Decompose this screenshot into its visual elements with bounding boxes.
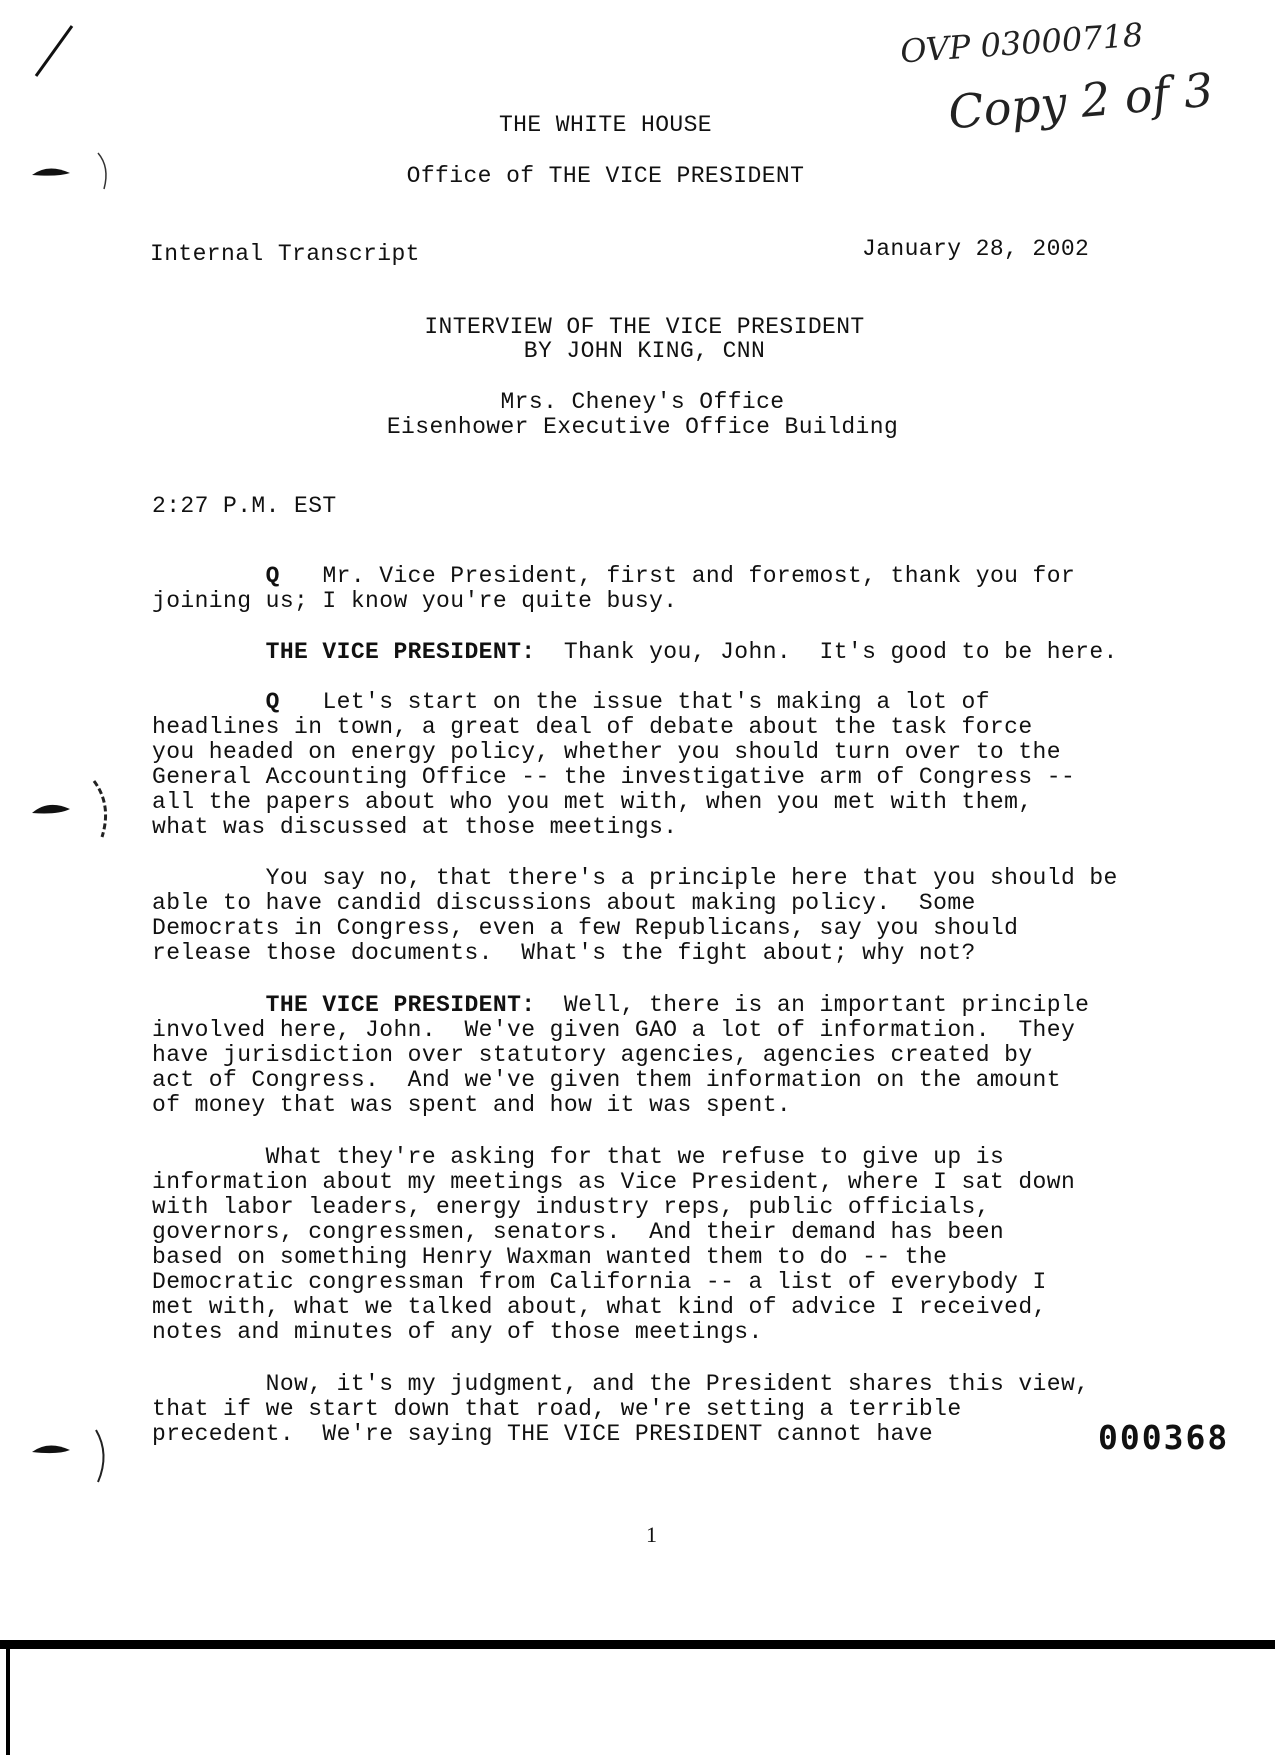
question-paragraph	[152, 564, 1152, 614]
paragraph-text: Mr. Vice President, first and foremost, thank you for joining us; I know you're quite busy.	[152, 563, 1076, 614]
location-line1: Mrs. Cheney's Office	[500, 389, 785, 415]
question-continuation-paragraph: You say no, that there's a principle here that you should be able to have candid discussions about making policy. Some Democrats in Congress, even a few Republicans, say you should release those documents. What's the fight about; why not?	[152, 865, 1118, 966]
speaker-label-vice-president: THE VICE PRESIDENT:	[265, 639, 536, 665]
paragraph-text: Well, there is an important principle involved here, John. We've given GAO a lot of information. They have jurisdiction over statutory agencies, agencies created by act of Congress. And we've given them information on the amount of money that was spent and how it was spent.	[152, 992, 1090, 1118]
paragraph-text: Thank you, John. It's good to be here.	[563, 639, 1118, 665]
document-type: Internal Transcript	[150, 241, 420, 267]
answer-paragraph	[152, 640, 1152, 665]
scan-edge-left	[6, 1640, 10, 1755]
header-office: Office of THE VICE PRESIDENT	[406, 163, 805, 189]
speaker-label-q: Q	[265, 563, 280, 589]
hole-punch-mark-middle	[28, 775, 118, 845]
interview-title-line1: INTERVIEW OF THE VICE PRESIDENT	[424, 314, 865, 340]
speaker-label-q: Q	[265, 689, 280, 715]
speaker-label-vice-president: THE VICE PRESIDENT:	[265, 992, 536, 1018]
scan-edge-bar	[0, 1640, 1275, 1649]
interview-title-line2: BY JOHN KING, CNN	[523, 338, 766, 364]
page-number: 1	[646, 1522, 657, 1547]
interview-time: 2:27 P.M. EST	[152, 493, 337, 519]
bates-number-stamp: 000368	[1098, 1418, 1230, 1457]
answer-paragraph	[152, 993, 1152, 1118]
handwritten-document-id: OVP 03000718	[898, 15, 1145, 71]
location-line2: Eisenhower Executive Office Building	[386, 414, 899, 440]
paragraph-text: Let's start on the issue that's making a lot of headlines in town, a great deal of debate about the task force you headed on energy policy, whether you should turn over to the General Accounting Office -- the investigative arm of Congress -- all the papers about who you met with, when you met with them, what was discussed at those meetings.	[152, 689, 1076, 840]
document-date: January 28, 2002	[862, 236, 1090, 262]
answer-continuation-paragraph: What they're asking for that we refuse to give up is information about my meetings as Vice President, where I sat down with labor leaders, energy industry reps, public officials, governors, congressmen, senators. And their demand has been based on something Henry Waxman wanted them to do -- the Democratic congressman from California -- a list of everybody I met with, what we talked about, what kind of advice I received, notes and minutes of any of those meetings.	[152, 1144, 1076, 1345]
hole-punch-mark-bottom	[28, 1420, 118, 1490]
answer-continuation-paragraph: Now, it's my judgment, and the President shares this view, that if we start down that road, we're setting a terrible precedent. We're saying THE VICE PRESIDENT cannot have	[152, 1371, 1090, 1447]
header-organization: THE WHITE HOUSE	[498, 112, 713, 138]
handwritten-copy-note: Copy 2 of 3	[946, 62, 1216, 140]
question-paragraph	[152, 690, 1152, 840]
scan-slash-mark	[30, 22, 80, 82]
